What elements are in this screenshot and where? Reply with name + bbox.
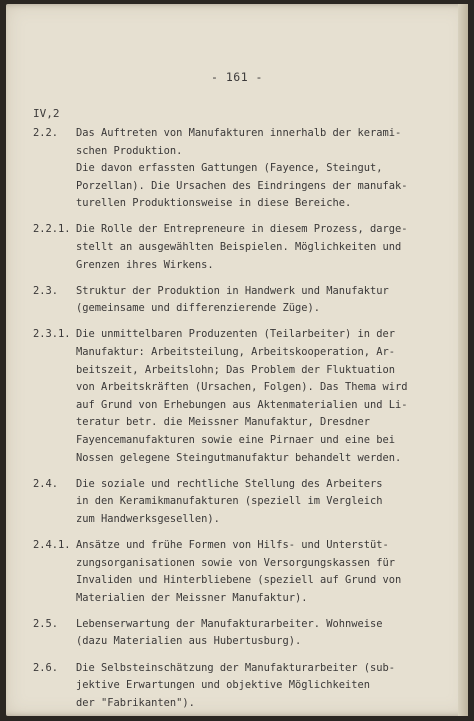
section-number: 2.3.1. xyxy=(33,328,71,341)
outline-entry xyxy=(33,616,413,651)
document-page xyxy=(6,4,468,716)
section-number: 2.3. xyxy=(33,284,59,297)
section-text: Die soziale und rechtliche Stellung des Arbeiters in den Keramikmanufakturen (speziell im Vergleich zum Handwerksgesellen). xyxy=(76,477,383,525)
section-text: Lebenserwartung der Manufakturarbeiter. Wohnweise (dazu Materialien aus Hubertusburg). xyxy=(76,617,383,648)
section-text: Struktur der Produktion in Handwerk und Manufaktur (gemeinsame und differenzierende Züge). xyxy=(76,284,389,315)
section-number: 2.5. xyxy=(33,617,59,630)
section-number: 2.4. xyxy=(33,477,59,490)
section-number: 2.6. xyxy=(33,661,59,674)
section-number: 2.2.1. xyxy=(33,223,71,236)
chapter-heading: IV,2 xyxy=(33,107,60,120)
section-text: Die Selbsteinschätzung der Manufakturarbeiter (sub- jektive Erwartungen und objektive Möglichkeiten der "Fabrikanten"). xyxy=(76,661,396,709)
outline-entry xyxy=(33,283,413,318)
outline-entry xyxy=(33,476,413,529)
outline-entry xyxy=(33,326,413,467)
page-edge xyxy=(458,4,468,716)
section-text: Die Rolle der Entrepreneure in diesem Prozess, darge- stellt an ausgewählten Beispielen. Möglichkeiten und Grenzen ihres Wirkens. xyxy=(76,223,408,271)
outline-entry xyxy=(33,537,413,607)
section-text: Ansätze und frühe Formen von Hilfs- und Unterstüt- zungsorganisationen sowie von Versorgungskassen für Invaliden und Hinterbliebene (speziell auf Grund von Materialien der Meissner Manufaktur). xyxy=(76,538,402,604)
outline-list xyxy=(33,125,413,721)
outline-entry xyxy=(33,660,413,713)
section-number: 2.4.1. xyxy=(33,538,71,551)
section-number: 2.2. xyxy=(33,127,59,139)
outline-entry xyxy=(33,221,413,274)
section-text: Die unmittelbaren Produzenten (Teilarbeiter) in der Manufaktur: Arbeitsteilung, Arbeitskooperation, Ar- beitszeit, Arbeitslohn; Das Problem der Fluktuation von Arbeitskräften (Ursachen, Folgen). Das Thema wird auf Grund von Erhebungen aus Aktenmaterialien und Li- teratur betr. die Meissner Manufaktur, Dresdner Fayencemanufakturen sowie eine Pirnaer und eine bei Nossen gelegene Steingutmanufaktur behandelt werden. xyxy=(76,328,408,464)
outline-entry xyxy=(33,125,413,213)
section-text: Das Auftreten von Manufakturen innerhalb der kerami- schen Produktion. Die davon erfassten Gattungen (Fayence, Steingut, Porzellan). Die Ursachen des Eindringens der manufak- turellen Produktionsweise in diese Bereiche. xyxy=(76,127,408,210)
page-number: - 161 - xyxy=(211,70,263,84)
